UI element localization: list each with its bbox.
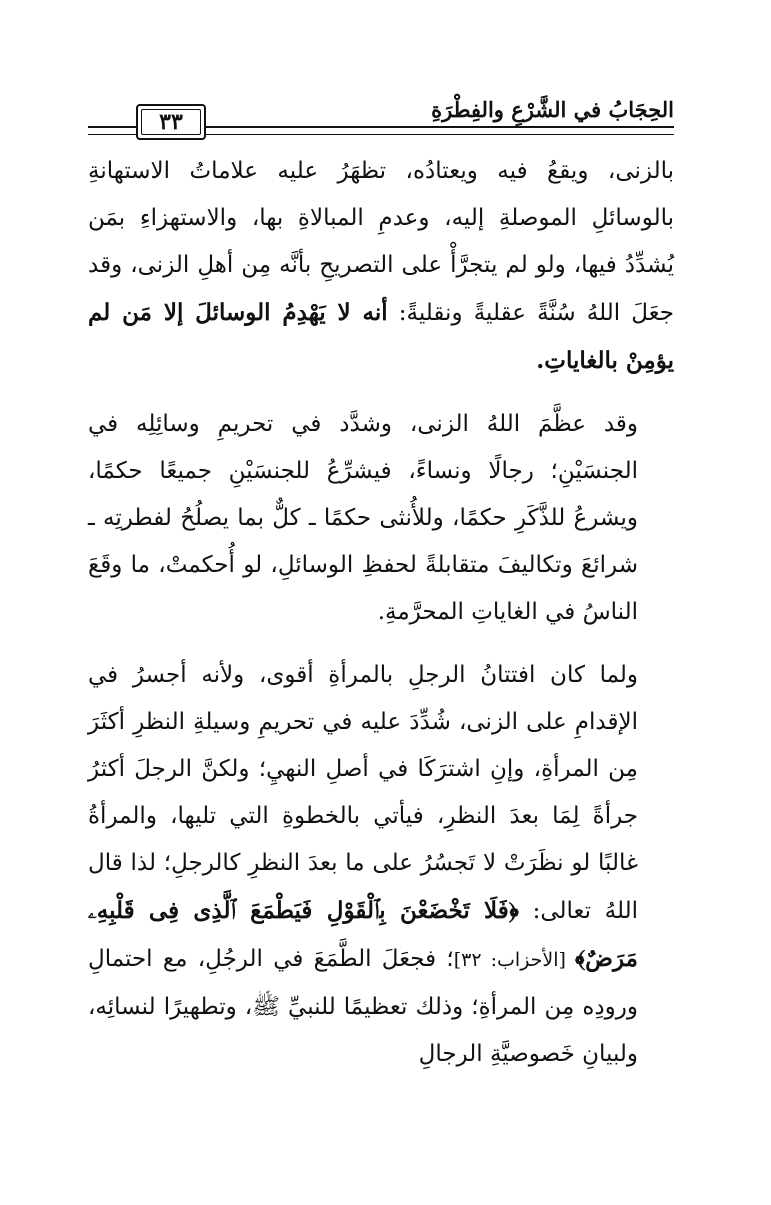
paragraph-3-text: ولما كان افتتانُ الرجلِ بالمرأةِ أقوى، ولأنه أجسرُ في الإقدامِ على الزنى، شُدِّدَ عليه في تحريمِ وسيلةِ النظرِ أكثَرَ مِن المرأةِ، وإنِ اشترَكَا في أصلِ النهيِ؛ ولكنَّ الرجلَ أكثرُ جرأةً لِمَا بعدَ النظرِ، فيأتي بالخطوةِ التي تليها، والمرأةُ غالبًا لو نظَرَتْ لا تَجسُرُ على ما بعدَ النظرِ كالرجلِ؛ لذا قال اللهُ تعالى: [88, 662, 638, 924]
verse-reference: [الأحزاب: ٣٢] [453, 949, 575, 971]
paragraph-1-text: بالزنى، ويقعُ فيه ويعتادُه، تظهَرُ عليه علاماتُ الاستهانةِ بالوسائلِ الموصلةِ إليه، وعدمِ المبالاةِ بها، والاستهزاءِ بمَن يُشدِّدُ فيها، ولو لم يتجرَّأْ على التصريحِ بأنَّه مِن أهلِ الزنى، وقد جعَلَ اللهُ سُنَّةً عقليةً ونقليةً: [88, 158, 674, 326]
header-rule-right [206, 126, 674, 135]
paragraph-3 [88, 652, 674, 1078]
quran-verse: ﴿فَلَا تَخْضَعْنَ بِٱلْقَوْلِ فَيَطْمَعَ ٱلَّذِى فِى قَلْبِهِۦ مَرَضٌ﴾ [88, 897, 638, 972]
page-number-frame [136, 104, 206, 140]
running-title: الحِجَابُ في الشَّرْعِ والفِطْرَةِ [431, 97, 674, 122]
page-header [88, 96, 674, 146]
paragraph-1 [88, 148, 674, 385]
header-rule-left [88, 126, 136, 135]
paragraph-2 [88, 401, 674, 636]
page-number: ٣٣ [159, 109, 183, 135]
paragraph-1-bold-rule: أنه لا يَهْدِمُ الوسائلَ إلا مَن لم يؤمِنْ بالغاياتِ. [88, 299, 674, 374]
body-text [88, 148, 674, 1078]
paragraph-2-text: وقد عظَّمَ اللهُ الزنى، وشدَّد في تحريمِ وسائِلِه في الجنسَيْنِ؛ رجالًا ونساءً، فيشرِّعُ للجنسَيْنِ جميعًا حكمًا، ويشرعُ للذَّكَرِ حكمًا، وللأُنثى حكمًا ـ كلٌّ بما يصلُحُ لفطرتِه ـ شرائعَ وتكاليفَ متقابلةً لحفظِ الوسائلِ، لو أُحكمتْ، ما وقَعَ الناسُ في الغاياتِ المحرَّمةِ. [88, 411, 638, 625]
paragraph-3-continuation: ؛ فجعَلَ الطَّمَعَ في الرجُلِ، مع احتمالِ ورودِه مِن المرأةِ؛ وذلك تعظيمًا للنبيِّ ﷺ، وتطهيرًا لنسائِه، ولبيانِ خَصوصيَّةِ الرجالِ [88, 946, 638, 1067]
